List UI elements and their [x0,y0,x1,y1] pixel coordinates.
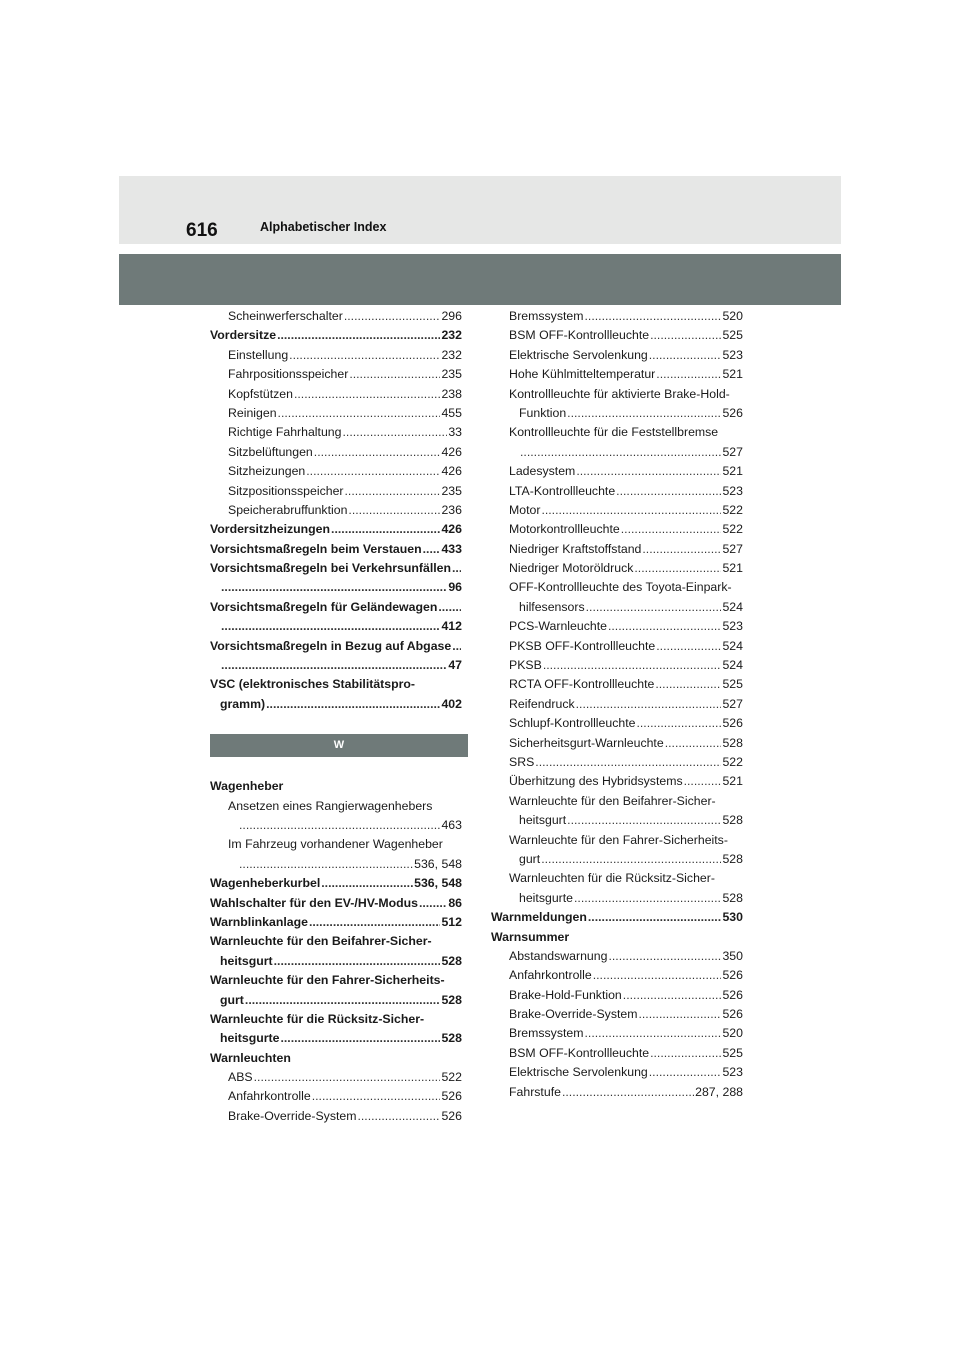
entry-term: Kontrollleuchte für aktivierte Brake-Hold- [509,386,730,401]
dot-leader [239,855,413,874]
index-entry [491,1063,743,1082]
index-entry [491,850,743,869]
dot-leader [266,695,440,714]
dot-leader [543,656,722,675]
index-entry [210,501,462,520]
index-entry [491,1083,743,1102]
index-entry [210,777,462,796]
entry-page-ref: 527 [722,696,743,711]
entry-page-ref: 526 [722,405,743,420]
entry-page-ref: 296 [441,309,462,323]
entry-page-ref: 33 [448,425,462,440]
entry-term: heitsgurt [519,813,567,828]
entry-term: heitsgurt [220,953,273,968]
dot-leader [221,578,447,597]
entry-term: Einstellung [228,347,289,362]
entry-term: Sicherheitsgurt-Warnleuchte [509,735,664,750]
entry-term: gurt [519,851,541,866]
index-entry [491,423,743,442]
index-entry [491,598,743,617]
entry-page-ref: 523 [722,347,743,362]
dot-leader [567,811,721,830]
index-entry [491,443,743,462]
entry-page-ref: 523 [722,619,743,634]
dot-leader [331,520,440,539]
dot-leader [586,598,722,617]
dot-leader [541,501,721,520]
index-entry [210,932,462,951]
dot-leader [541,850,721,869]
entry-term: Anfahrkontrolle [509,968,592,983]
entry-page-ref: 528 [722,813,743,828]
dot-leader [278,404,441,423]
entry-term: VSC (elektronisches Stabilitätspro- [210,677,416,692]
entry-term: Richtige Fahrhaltung [228,425,342,440]
index-block-v [210,307,462,714]
entry-term: Vordersitzheizungen [210,522,331,537]
entry-term: Warnleuchten [210,1050,291,1065]
entry-page-ref: 232 [441,347,462,362]
dot-leader [608,617,722,636]
dot-leader [309,913,441,932]
dot-leader [357,1107,440,1126]
index-entry [491,637,743,656]
index-entry [491,404,743,423]
index-entry [491,695,743,714]
index-entry [210,835,462,854]
index-block-w [210,777,462,1126]
index-entry [210,695,462,714]
entry-page-ref: 426 [441,522,462,537]
entry-term: RCTA OFF-Kontrollleuchte [509,677,655,692]
index-entry [210,1049,462,1068]
entry-term: Bremssystem [509,309,584,323]
dot-leader [584,307,721,326]
index-entry [491,831,743,850]
dot-leader [344,307,441,326]
entry-page-ref: 527 [722,444,743,459]
entry-term: Wagenheber [210,779,284,794]
index-entry [491,365,743,384]
index-entry [491,520,743,539]
entry-term: Elektrische Servolenkung [509,347,648,362]
index-entry [491,501,743,520]
entry-page-ref: 521 [722,367,743,382]
index-entry [491,966,743,985]
entry-term: Abstandswarnung [509,948,608,963]
entry-page-ref: 524 [722,658,743,673]
index-entry [210,540,462,559]
entry-term: Reifendruck [509,696,575,711]
entry-page-ref: 523 [722,1065,743,1080]
index-entry [210,952,462,971]
dot-leader [254,1068,441,1087]
entry-page-ref: 525 [722,677,743,692]
dot-leader [312,1087,441,1106]
entry-term: Vorsichtsmaßregeln in Bezug auf Abgase [210,638,452,653]
entry-term: Sitzheizungen [228,464,306,479]
entry-page-ref: 528 [441,953,462,968]
entry-term: gurt [220,992,244,1007]
entry-term: PKSB OFF-Kontrollleuchte [509,638,656,653]
entry-term: BSM OFF-Kontrollleuchte [509,328,650,343]
dot-leader [636,714,721,733]
dot-leader [452,559,461,578]
entry-page-ref: 235 [441,483,462,498]
entry-page-ref: 287, 288 [695,1084,743,1099]
entry-page-ref: 528 [441,992,462,1007]
dot-leader [419,894,447,913]
index-entry [210,462,462,481]
entry-page-ref: 528 [722,851,743,866]
dot-leader [349,365,440,384]
entry-term: Motor [509,502,541,517]
dot-leader [289,346,440,365]
index-entry [210,559,462,578]
index-entry [210,1010,462,1029]
entry-term: Warnleuchte für den Fahrer-Sicherheits- [509,832,728,847]
index-entry [491,656,743,675]
entry-term: Reinigen [228,405,277,420]
entry-term: Brake-Hold-Funktion [509,987,622,1002]
dot-leader [294,385,441,404]
dot-leader [642,540,721,559]
entry-term: Wahlschalter für den EV-/HV-Modus [210,895,418,910]
entry-term: Scheinwerferschalter [228,309,343,323]
index-entry [210,578,462,597]
dot-leader [650,326,721,345]
entry-term: Warnleuchte für den Beifahrer-Sicher- [509,793,716,808]
entry-term: Vorsichtsmaßregeln für Geländewagen [210,599,438,614]
index-entry [210,1087,462,1106]
entry-page-ref: 525 [722,328,743,343]
index-entry [210,307,462,326]
entry-term: heitsgurte [220,1031,280,1046]
index-column-right [491,307,743,1102]
index-entry [491,869,743,888]
dot-leader [649,346,722,365]
dot-leader [277,326,440,345]
entry-term: Kopfstützen [228,386,293,401]
entry-term: Brake-Override-System [509,1007,638,1022]
entry-term: Motorkontrollleuchte [509,522,620,537]
entry-page-ref: 522 [441,1070,462,1085]
entry-term: SRS [509,754,535,769]
dot-leader [345,482,441,501]
index-entry [491,385,743,404]
index-entry [210,874,462,893]
dot-leader [239,816,440,835]
entry-term: hilfesensors [519,599,585,614]
index-entry [491,462,743,481]
index-entry [210,894,462,913]
index-entry [491,1024,743,1043]
index-entry [210,816,462,835]
index-entry [210,598,462,617]
entry-term: Vordersitze [210,328,277,343]
entry-page-ref: 350 [722,948,743,963]
index-entry [210,1068,462,1087]
entry-term: Vorsichtsmaßregeln bei Verkehrsunfällen [210,561,452,576]
entry-page-ref: 526 [441,1089,462,1104]
entry-page-ref: 528 [722,735,743,750]
entry-term: gramm) [220,696,266,711]
entry-page-ref: 522 [722,522,743,537]
section-title: Alphabetischer Index [260,220,387,234]
index-entry [210,520,462,539]
page-number: 616 [186,220,218,241]
index-entry [491,753,743,772]
entry-term: Fahrstufe [509,1084,561,1099]
entry-page-ref: 412 [441,619,462,634]
dot-leader [280,1029,440,1048]
dot-leader [562,1083,694,1102]
index-entry [491,540,743,559]
dot-leader [321,874,413,893]
index-entry [210,656,462,675]
entry-page-ref: 522 [722,754,743,769]
entry-page-ref: 47 [448,658,462,673]
entry-page-ref: 528 [441,1031,462,1046]
dot-leader [665,734,722,753]
dot-leader [649,1063,722,1082]
index-column-left [210,307,462,1126]
entry-page-ref: 521 [722,774,743,789]
entry-page-ref: 520 [722,309,743,323]
entry-term: LTA-Kontrollleuchte [509,483,616,498]
dot-leader [306,462,440,481]
index-entry [491,772,743,791]
dot-leader [616,482,721,501]
entry-page-ref: 526 [441,1108,462,1123]
dot-leader [423,540,441,559]
index-entry [210,482,462,501]
entry-term: OFF-Kontrollleuchte des Toyota-Einpark- [509,580,732,595]
index-entry [210,991,462,1010]
index-entry [491,889,743,908]
entry-page-ref: 524 [722,599,743,614]
dot-leader [656,637,721,656]
index-entry [491,908,743,927]
dot-leader [221,617,440,636]
entry-term: BSM OFF-Kontrollleuchte [509,1045,650,1060]
entry-page-ref: 433 [441,541,462,556]
dot-leader [245,991,441,1010]
entry-term: Ansetzen eines Rangierwagenhebers [228,798,433,813]
index-entry [210,326,462,345]
index-entry [491,792,743,811]
entry-page-ref: 232 [441,328,462,343]
dot-leader [535,753,721,772]
entry-term: Warnblinkanlage [210,914,308,929]
dot-leader [567,404,721,423]
entry-term: PKSB [509,658,542,673]
entry-page-ref: 402 [441,696,462,711]
dot-leader [650,1044,721,1063]
entry-page-ref: 526 [722,968,743,983]
dot-leader [342,423,447,442]
entry-term: Sitzpositionsspeicher [228,483,344,498]
index-entry [491,947,743,966]
index-entry [210,675,462,694]
letter-heading-w: W [210,734,468,757]
entry-page-ref: 526 [722,987,743,1002]
index-entry [491,1005,743,1024]
entry-page-ref: 463 [441,817,462,832]
dot-leader [274,952,441,971]
entry-term: Funktion [519,405,567,420]
entry-term: Vorsichtsmaßregeln beim Verstauen [210,541,422,556]
entry-term: Niedriger Motoröldruck [509,561,634,576]
entry-page-ref: 512 [441,914,462,929]
entry-term: Hohe Kühlmitteltemperatur [509,367,656,382]
header-band [119,254,841,305]
entry-page-ref: 521 [722,561,743,576]
dot-leader [623,986,722,1005]
index-entry [210,617,462,636]
header-top-band [119,176,841,244]
dot-leader [576,695,722,714]
entry-page-ref: 526 [722,1007,743,1022]
index-entry [491,307,743,326]
index-entry [210,404,462,423]
dot-leader [634,559,721,578]
entry-term: Fahrpositionsspeicher [228,367,349,382]
entry-term: Warnleuchten für die Rücksitz-Sicher- [509,871,715,886]
entry-page-ref: 526 [722,716,743,731]
entry-term: Anfahrkontrolle [228,1089,311,1104]
entry-term: Sitzbelüftungen [228,444,313,459]
index-entry [210,385,462,404]
dot-leader [608,947,721,966]
dot-leader [684,772,722,791]
index-entry [491,928,743,947]
entry-page-ref: 528 [722,890,743,905]
entry-page-ref: 536, 548 [414,856,462,871]
index-entry [491,326,743,345]
dot-leader [520,443,721,462]
dot-leader [452,637,461,656]
entry-page-ref: 426 [441,464,462,479]
index-entry [491,734,743,753]
entry-page-ref: 520 [722,1026,743,1041]
entry-term: Speicherabruffunktion [228,502,348,517]
index-entry [491,986,743,1005]
entry-page-ref: 527 [722,541,743,556]
entry-page-ref: 522 [722,502,743,517]
entry-page-ref: 521 [722,464,743,479]
entry-page-ref: 536, 548 [414,876,462,891]
index-entry [491,811,743,830]
dot-leader [588,908,722,927]
entry-term: Überhitzung des Hybridsystems [509,774,683,789]
entry-term: Im Fahrzeug vorhandener Wagenheber [228,837,443,852]
entry-page-ref: 426 [441,444,462,459]
index-entry [210,1107,462,1126]
entry-term: Elektrische Servolenkung [509,1065,648,1080]
entry-term: Wagenheberkurbel [210,876,321,891]
dot-leader [584,1024,721,1043]
dot-leader [314,443,441,462]
dot-leader [593,966,722,985]
index-entry [491,675,743,694]
entry-page-ref: 235 [441,367,462,382]
index-entry [210,423,462,442]
entry-page-ref: 96 [448,580,462,595]
entry-term: Kontrollleuchte für die Feststellbremse [509,425,719,440]
entry-page-ref: 236 [441,502,462,517]
entry-term: PCS-Warnleuchte [509,619,607,634]
entry-page-ref: 238 [441,386,462,401]
index-entry [491,346,743,365]
index-entry [210,971,462,990]
index-entry [210,346,462,365]
entry-term: Warnleuchte für den Fahrer-Sicherheits- [210,973,445,988]
entry-page-ref: 86 [448,895,462,910]
dot-leader [574,889,721,908]
entry-page-ref: 525 [722,1045,743,1060]
index-entry [210,365,462,384]
entry-page-ref: 524 [722,638,743,653]
entry-term: Schlupf-Kontrollleuchte [509,716,636,731]
index-entry [491,714,743,733]
index-entry [491,617,743,636]
entry-page-ref: 455 [441,405,462,420]
dot-leader [438,598,461,617]
entry-term: ABS [228,1070,253,1085]
index-entry [210,1029,462,1048]
index-entry [491,578,743,597]
entry-term: Warnleuchte für den Beifahrer-Sicher- [210,934,432,949]
dot-leader [576,462,721,481]
entry-page-ref: 530 [722,910,743,925]
entry-term: Bremssystem [509,1026,584,1041]
entry-term: Niedriger Kraftstoffstand [509,541,642,556]
entry-term: heitsgurte [519,890,574,905]
index-entry [491,559,743,578]
entry-term: Warnleuchte für die Rücksitz-Sicher- [210,1011,425,1026]
index-entry [210,637,462,656]
entry-term: Ladesystem [509,464,576,479]
index-entry [491,1044,743,1063]
dot-leader [655,675,721,694]
dot-leader [221,656,447,675]
index-entry [210,797,462,816]
entry-term: Brake-Override-System [228,1108,357,1123]
index-entry [210,443,462,462]
entry-term: Warnsummer [491,929,570,944]
entry-term: Warnmeldungen [491,910,587,925]
dot-leader [656,365,721,384]
dot-leader [348,501,440,520]
dot-leader [638,1005,721,1024]
index-entry [210,913,462,932]
index-block-w-continued [491,307,743,1102]
dot-leader [621,520,722,539]
index-entry [210,855,462,874]
index-entry [491,482,743,501]
entry-page-ref: 523 [722,483,743,498]
